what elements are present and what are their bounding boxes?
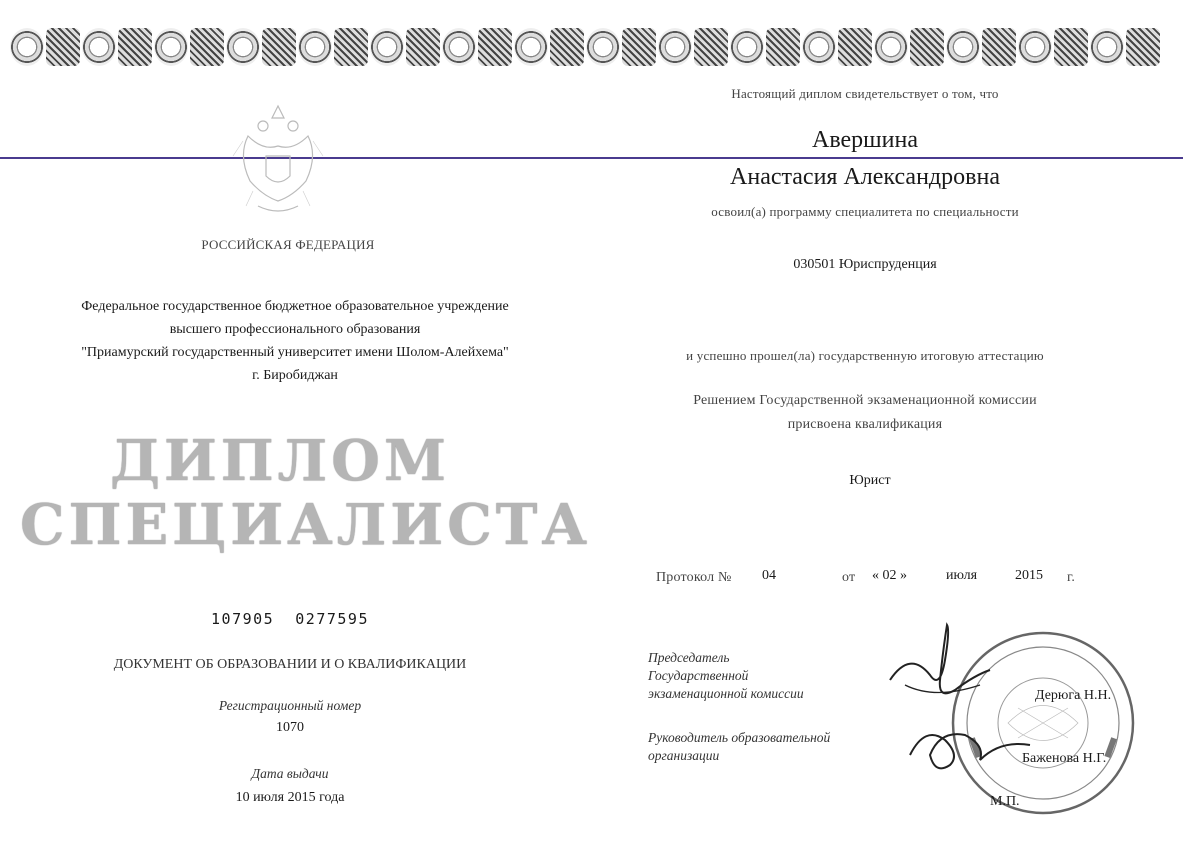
head-name: Баженова Н.Г. (1022, 751, 1107, 766)
protocol-from-label: от (842, 570, 856, 585)
stamp-place-label: М.П. (990, 794, 1020, 809)
protocol-number: 04 (762, 568, 776, 583)
coat-of-arms-icon (228, 96, 328, 226)
institution-line-1: Федеральное государственное бюджетное образовательное учреждение (81, 299, 509, 314)
protocol-year-suffix: г. (1067, 570, 1076, 585)
protocol-label: Протокол № (656, 570, 732, 585)
protocol-day: « 02 » (872, 568, 907, 583)
institution-city: г. Биробиджан (252, 368, 338, 383)
country-name: РОССИЙСКАЯ ФЕДЕРАЦИЯ (201, 237, 375, 252)
document-type: ДОКУМЕНТ ОБ ОБРАЗОВАНИИ И О КВАЛИФИКАЦИИ (113, 657, 467, 672)
divider-line (0, 157, 1183, 159)
institution-line-3: "Приамурский государственный университет имени Шолом-Алейхема" (81, 345, 509, 360)
attestation-text: и успешно прошел(ла) государственную итоговую аттестацию (686, 348, 1044, 363)
decision-line-2: присвоена квалификация (787, 417, 943, 432)
issue-date: 10 июля 2015 года (235, 790, 345, 805)
specialty: 030501 Юриспруденция (793, 257, 937, 272)
qualification: Юрист (849, 473, 891, 488)
diploma-subtitle: СПЕЦИАЛИСТА (20, 492, 592, 558)
ornamental-border (10, 28, 1160, 66)
registration-number: 1070 (276, 720, 304, 735)
protocol-month: июля (946, 568, 978, 583)
graduate-given-names: Анастасия Александровна (730, 164, 1000, 190)
issue-date-label: Дата выдачи (251, 766, 329, 781)
protocol-year: 2015 (1015, 568, 1043, 583)
chair-name: Дерюга Н.Н. (1035, 688, 1112, 703)
registration-label: Регистрационный номер (218, 698, 362, 713)
chair-title-line-1: Председатель (648, 650, 730, 665)
head-signature (905, 705, 1035, 780)
institution-line-2: высшего профессионального образования (169, 322, 421, 337)
head-title-line-1: Руководитель образовательной (648, 730, 831, 745)
diploma-title: ДИПЛОМ (110, 428, 450, 494)
graduate-surname: Авершина (812, 127, 918, 153)
head-title-line-2: организации (648, 748, 720, 763)
chair-signature (885, 620, 995, 710)
intro-text: Настоящий диплом свидетельствует о том, что (731, 86, 999, 101)
chair-title-line-3: экзаменационной комиссии (648, 686, 804, 701)
decision-line-1: Решением Государственной экзаменационной комиссии (693, 393, 1037, 408)
chair-title-line-2: Государственной (648, 668, 749, 683)
program-text: освоил(а) программу специалитета по специальности (711, 204, 1019, 219)
diploma-serial-number: 107905 0277595 (211, 610, 369, 628)
